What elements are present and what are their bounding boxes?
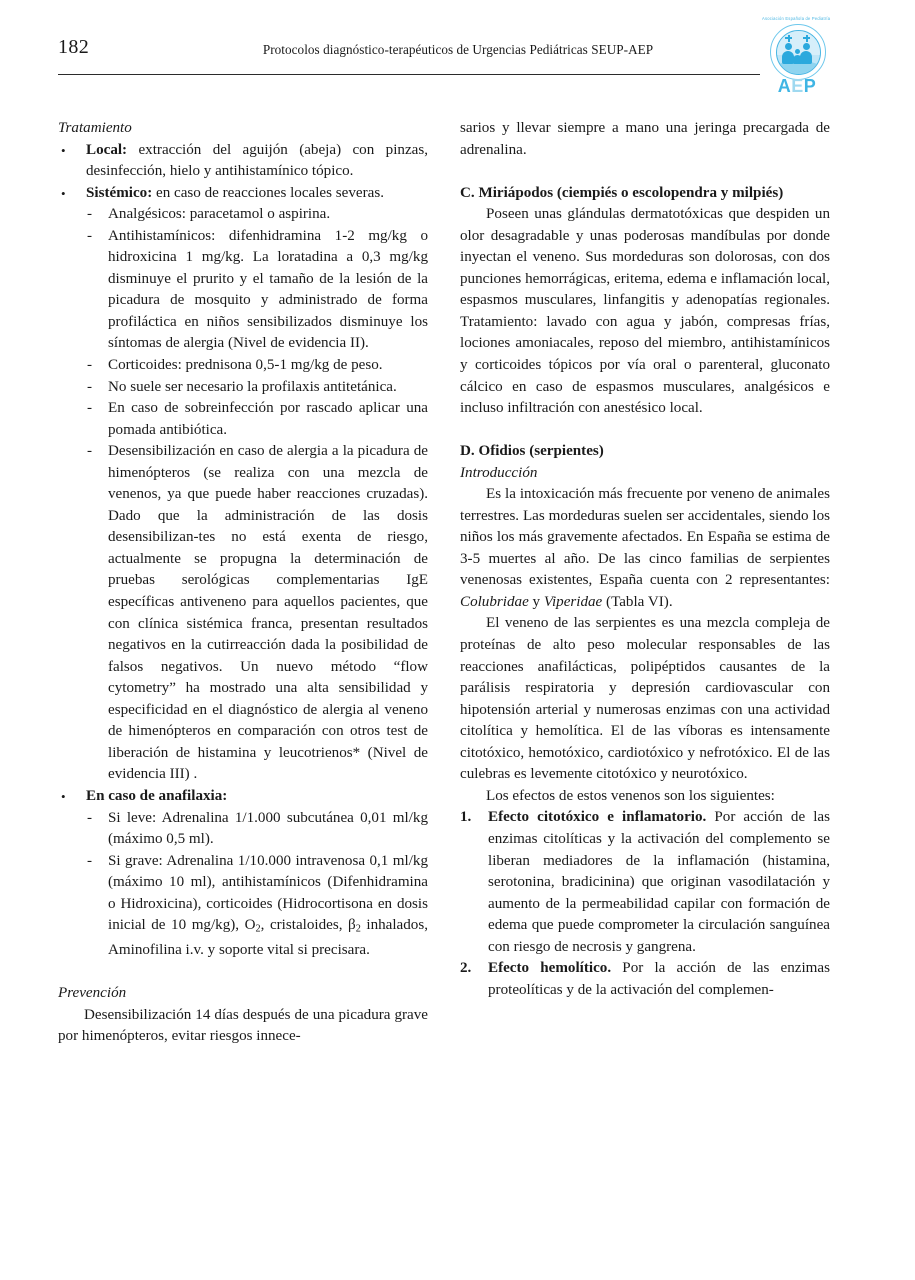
section-spacer: [460, 161, 830, 183]
effects-numbered-list: [460, 807, 830, 1001]
logo-disc-icon: [776, 30, 821, 75]
effect-label-citotoxico: Efecto citotóxico e inflamatorio.: [488, 809, 707, 826]
dash-marker-icon: -: [87, 400, 93, 417]
logo-arc-label: Asociación Española de Pediatría: [762, 16, 831, 21]
logo-figure-body-right: [800, 51, 812, 64]
heading-c-miriapodos: C. Miriápodos (ciempiés o escolopendra y milpiés): [460, 184, 784, 201]
species-viperidae: Viperidae: [543, 593, 603, 610]
list-item: [460, 807, 830, 958]
logo-child-head: [795, 49, 801, 55]
species-colubridae: Colubridae: [460, 593, 529, 610]
logo-child-body: [793, 55, 802, 64]
right-column: [460, 118, 830, 1001]
heading-introduccion: Introducción: [460, 464, 538, 481]
paragraph-miriapodos: Poseen unas glándulas dermatotóxicas que despiden un olor desagradable y unas poderosas mandíbulas por donde inyectan el veneno. Sus mordeduras son dolorosas, con dos punciones hemorrágicas, eritema, edema e inflamación local, espasmos musculares, linfangitis y adenopatías regionales. Tratamiento: lavado con agua y jabón, compresas frías, lociones amoniacales, reposo del miembro, antihistamínicos y corticoides tópicos por vía oral o parenteral, gluconato cálcico en caso de espasmos musculares, analgésicos e incluso infiltración con anestésico local.: [460, 206, 830, 417]
bullet-text-sistemico: en caso de reacciones locales severas.: [152, 184, 384, 201]
logo-wordmark-p: P: [803, 76, 817, 96]
bullet-label-sistemico: Sistémico:: [86, 184, 153, 201]
anaphylaxis-bullet-list: [58, 786, 428, 808]
section-spacer: [460, 420, 830, 442]
heading-d-ofidios: D. Ofidios (serpientes): [460, 443, 604, 460]
bullet-marker-icon: •: [61, 185, 66, 201]
paragraph-efectos-lead: Los efectos de estos venenos son los siguientes:: [486, 787, 775, 804]
bullet-label-local: Local:: [86, 141, 128, 158]
treatment-bullet-list: [58, 140, 428, 205]
dash-text-analgesicos: Analgésicos: paracetamol o aspirina.: [108, 206, 331, 223]
dash-marker-icon: -: [87, 378, 93, 395]
running-title: Protocolos diagnóstico-terapéuticos de Urgencias Pediátricas SEUP-AEP: [262, 42, 654, 57]
dash-marker-icon: -: [87, 357, 93, 374]
number-marker-1: 1.: [460, 809, 472, 826]
heading-prevencion: Prevención: [58, 985, 127, 1002]
bullet-marker-icon: •: [61, 142, 66, 158]
bullet-text-local: extracción del aguijón (abeja) con pinzas, desinfección, hielo y antihistamínico tópico.: [86, 141, 428, 180]
list-item: [86, 851, 428, 962]
paragraph-introduccion: [460, 484, 830, 613]
logo-wordmark: [762, 76, 832, 97]
intro-text-part1: Es la intoxicación más frecuente por veneno de animales terrestres. Las mordeduras suelen ser accidentales, siendo los niños los más gravemente afectados. En España se estima de 3-5 muertes al año. De las cinco familias de serpientes venenosas existentes, España cuenta con 2 representantes:: [460, 486, 830, 589]
number-marker-2: 2.: [460, 960, 472, 977]
paragraph-prevencion: Desensibilización 14 días después de una picadura grave por himenópteros, evitar riesgos innece-: [58, 1006, 428, 1045]
dash-text-sobreinfeccion: En caso de sobreinfección por rascado aplicar una pomada antibiótica.: [108, 400, 428, 438]
list-item: [460, 958, 830, 1001]
intro-text-part3: (Tabla VI).: [602, 593, 673, 610]
bullet-marker-icon: •: [61, 788, 66, 804]
left-column: [58, 118, 428, 1048]
list-item: [58, 140, 428, 183]
dash-text-corticoides: Corticoides: prednisona 0,5-1 mg/kg de peso.: [108, 357, 383, 374]
treatment-dash-list: [58, 204, 428, 786]
subscript-2: 2: [355, 923, 361, 935]
list-item: [86, 355, 428, 377]
dash-marker-icon: -: [87, 809, 93, 826]
logo-cross-horizontal-right: [803, 37, 810, 39]
header-divider: [58, 74, 760, 75]
dash-text-si-leve: Si leve: Adrenalina 1/1.000 subcutánea 0,01 ml/kg (máximo 0,5 ml).: [108, 809, 428, 848]
dash-marker-icon: -: [87, 852, 93, 869]
intro-text-part2: y: [528, 593, 544, 610]
heading-tratamiento: Tratamiento: [58, 120, 132, 136]
list-item: [86, 226, 428, 355]
logo-wordmark-a: A: [777, 76, 792, 96]
list-item: [86, 398, 428, 441]
list-item: [58, 786, 428, 808]
effect-text-hemolitico: Por la acción de las enzimas proteolíticas y de la activación del complemen-: [488, 960, 830, 998]
bullet-label-anafilaxia: En caso de anafilaxia:: [86, 787, 228, 804]
section-spacer: [58, 962, 428, 984]
logo-figure-head-right: [803, 43, 810, 50]
list-item: [86, 204, 428, 226]
effect-text-citotoxico: Por acción de las enzimas citolíticas y la activación del complemento se liberan mediadores de la inflamación (histamina, serotonina, bradicinina) que originan vasodilatación y aumento de la permeabilidad capilar con formación de edema que puede comprometer la circulación sanguínea con riesgo de necrosis y gangrena.: [488, 809, 830, 955]
effect-label-hemolitico: Efecto hemolítico.: [488, 960, 612, 977]
page-number: 182: [58, 36, 90, 58]
subscript-2: 2: [255, 923, 261, 935]
anaphylaxis-dash-list: [58, 808, 428, 962]
page-header: [58, 36, 858, 96]
paragraph-continuation: sarios y llevar siempre a mano una jeringa precargada de adrenalina.: [460, 120, 830, 158]
paragraph-veneno: El veneno de las serpientes es una mezcla compleja de proteínas de alto peso molecular responsables de las reacciones anafilácticas, polipéptidos causantes de la parálisis respiratoria y depresión cardiovascular con hipotensión arterial y numerosas enzimas con una actividad citolítica y hemolítica. El de las víboras es intensamente citotóxico, hemotóxico, cardiotóxico y nefrotóxico. El de las culebras es levemente citotóxico y neurotóxico.: [460, 615, 830, 783]
list-item: [86, 441, 428, 786]
list-item: [86, 808, 428, 851]
dash-text-profilaxis: No suele ser necesario la profilaxis antitetánica.: [108, 378, 397, 395]
dash-marker-icon: -: [87, 443, 93, 460]
logo-figure-head-left: [785, 43, 792, 50]
list-item: [58, 183, 428, 205]
logo-cross-horizontal-left: [785, 37, 792, 39]
dash-text-si-grave: Si grave: Adrenalina 1/10.000 intravenosa 0,1 ml/kg (máximo 10 ml), antihistamínicos (Difenhidramina o Hidroxicina), corticoides (Hidrocortisona en dosis inicial de 10 mg/kg), $O_2$, cristaloides, $\beta_2$ inhalados, Aminofilina i.v. y soporte vital si precisara.: [108, 852, 428, 959]
list-item: [86, 377, 428, 399]
logo-wordmark-e: E: [791, 76, 804, 96]
dash-text-antihistaminicos: Antihistamínicos: difenhidramina 1-2 mg/kg o hidroxicina 1 mg/kg. La loratadina a 0,3 mg/kg disminuye el prurito y el tamaño de la lesión de la picadura de mosquito y administrado de forma profiláctica en niños sensibilizados disminuye los síntomas de alergia (Nivel de evidencia II).: [108, 227, 428, 352]
dash-marker-icon: -: [87, 206, 93, 223]
aep-logo: [762, 16, 832, 98]
dash-text-desensibilizacion: Desensibilización en caso de alergia a la picadura de himenópteros (se realiza con una mezcla de venenos, ya que puede haber reacciones cruzadas). Dado que la administración de las dosis desensibilizan-tes no está exenta de riesgo, actualmente se propugna la determinación de pruebas serológicas complementarias IgE específicas antiveneno para aquellos pacientes, que con clínica sistémica franca, presentan resultados negativos en la cutirreacción dada la posibilidad de falsos negativos. Un nuevo método “flow cytometry” ha mostrado una alta sensibilidad y especificidad en el diagnóstico de alergia al veneno de himenópteros en comparación con otros test de liberación de histamina y leucotrienos* (Nivel de evidencia III) .: [108, 443, 428, 783]
dash-marker-icon: -: [87, 227, 93, 244]
